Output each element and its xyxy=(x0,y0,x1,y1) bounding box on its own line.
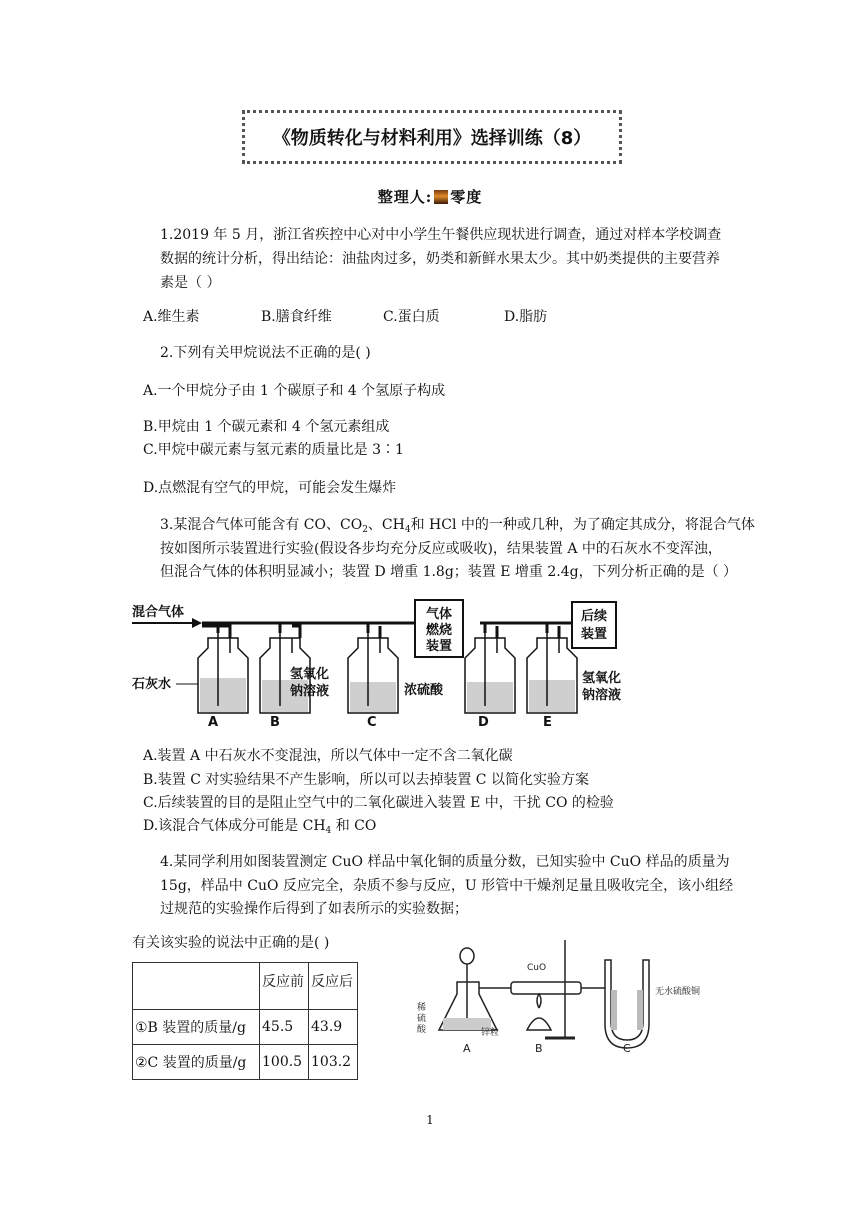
desiccant-fill-left xyxy=(611,990,617,1030)
q4-line-2: 15g，样品中 CuO 反应完全，杂质不参与反应，U 形管中干燥剂足量且吸收完全，该小组经 xyxy=(160,878,734,894)
q3-line-1 xyxy=(160,516,755,539)
naoh-label-1b: 钠溶液 xyxy=(290,684,330,699)
gas-inlet-label: 混合气体 xyxy=(132,605,185,620)
q2-option-c: C.甲烷中碳元素与氢元素的质量比是 3∶1 xyxy=(143,442,404,458)
follow-label-1: 后续 xyxy=(580,609,608,624)
bottle-e xyxy=(527,633,577,713)
acid-label-3: 酸 xyxy=(417,1025,427,1035)
q4-stem: 有关该实验的说法中正确的是( ) xyxy=(132,935,330,951)
q1-line-2: 数据的统计分析，得出结论：油盐肉过多，奶类和新鲜水果太少。其中奶类提供的主要营养 xyxy=(160,251,720,267)
flame-icon xyxy=(537,994,541,1008)
q3-line-1-part-c: 和 HCl 中的一种或几种，为了确定其成分，将混合气体 xyxy=(410,517,755,533)
q3-option-c: C.后续装置的目的是阻止空气中的二氧化碳进入装置 E 中，干扰 CO 的检验 xyxy=(143,795,614,811)
fig2-label-b: B xyxy=(535,1042,543,1055)
table-cell: 45.5 xyxy=(260,1010,309,1045)
q1-option-d: D.脂肪 xyxy=(504,309,548,325)
q2-option-d: D.点燃混有空气的甲烷，可能会发生爆炸 xyxy=(143,480,397,496)
q3-line-1-part-a: 3.某混合气体可能含有 CO、CO xyxy=(160,517,363,533)
table-row xyxy=(133,1045,358,1080)
q3-line-1-part-b: 、CH xyxy=(367,517,405,533)
table-header-empty xyxy=(133,963,260,1010)
q1-line-1: 1.2019 年 5 月，浙江省疾控中心对中小学生午餐供应现状进行调查，通过对样本学校调查 xyxy=(160,227,722,243)
table-cell: ②C 装置的质量/g xyxy=(133,1045,260,1080)
bottle-d xyxy=(465,633,515,713)
q1-options xyxy=(143,308,547,326)
table-cell: 100.5 xyxy=(260,1045,309,1080)
alcohol-lamp xyxy=(527,1018,551,1030)
cuo-reduction-apparatus xyxy=(415,930,735,1055)
q3-option-d-part-a: D.该混合气体成分可能是 CH xyxy=(143,818,326,834)
page-title: 《物质转化与材料利用》选择训练（8） xyxy=(272,128,592,149)
organizer-line xyxy=(0,186,860,207)
naoh-label-2a: 氢氧化 xyxy=(582,671,622,686)
naoh-label-2b: 钠溶液 xyxy=(582,688,622,703)
connecting-pipes xyxy=(202,623,572,638)
label-d: D xyxy=(478,715,489,728)
zinc-label: 锌粒 xyxy=(481,1028,500,1038)
label-b: B xyxy=(270,715,280,728)
naoh-label-1a: 氢氧化 xyxy=(290,667,330,682)
title-box xyxy=(242,110,622,164)
experiment-data-table xyxy=(132,962,358,1080)
q1-option-b: B.膳食纤维 xyxy=(261,309,332,325)
desiccant-fill-right xyxy=(637,990,643,1030)
table-header-before: 反应前 xyxy=(260,963,309,1010)
label-e: E xyxy=(543,715,552,728)
acid-label-1: 稀 xyxy=(417,1003,427,1013)
q3-option-b: B.装置 C 对实验结果不产生影响，所以可以去掉装置 C 以简化实验方案 xyxy=(143,772,589,788)
page-number: 1 xyxy=(426,1113,434,1127)
table-row xyxy=(133,1010,358,1045)
q2-option-a: A.一个甲烷分子由 1 个碳原子和 4 个氢原子构成 xyxy=(143,383,446,399)
acid-label-2: 硫 xyxy=(417,1014,427,1024)
organizer-name: 零度 xyxy=(450,188,483,206)
q2-option-b: B.甲烷由 1 个碳元素和 4 个氢元素组成 xyxy=(143,419,390,435)
reaction-tube xyxy=(511,982,581,994)
ch4-subscript-d: 4 xyxy=(325,826,332,836)
inlet-arrow-icon xyxy=(192,618,202,628)
q3-line-2: 按如图所示装置进行实验(假设各步均充分反应或吸收)，结果装置 A 中的石灰水不变浑浊， xyxy=(160,541,722,557)
fig2-label-a: A xyxy=(463,1042,471,1055)
follow-label-2: 装置 xyxy=(580,627,608,642)
limewater-label: 石灰水 xyxy=(132,677,172,692)
co2-subscript: 2 xyxy=(362,525,368,535)
q1-option-a: A.维生素 xyxy=(143,309,200,325)
cuo-label: CuO xyxy=(527,963,547,973)
acid-label: 浓硫酸 xyxy=(404,683,444,698)
table-cell: 103.2 xyxy=(309,1045,358,1080)
q1-option-c: C.蛋白质 xyxy=(383,309,440,325)
gas-apparatus-diagram xyxy=(130,598,635,728)
bottle-a xyxy=(198,633,248,713)
burner-label-1: 气体 xyxy=(425,607,453,622)
burner-label-2: 燃烧 xyxy=(425,623,453,638)
organizer-label: 整理人: xyxy=(377,188,433,206)
table-header-row xyxy=(133,963,358,1010)
q2-stem: 2.下列有关甲烷说法不正确的是( ) xyxy=(160,345,371,361)
table-header-after: 反应后 xyxy=(309,963,358,1010)
ch4-subscript: 4 xyxy=(404,525,411,535)
q3-option-d-part-b: 和 CO xyxy=(331,818,377,834)
q4-line-3: 过规范的实验操作后得到了如表所示的实验数据； xyxy=(160,901,468,917)
table-cell: 43.9 xyxy=(309,1010,358,1045)
label-a: A xyxy=(208,715,219,728)
table-cell: ①B 装置的质量/g xyxy=(133,1010,260,1045)
bottle-c xyxy=(348,633,398,713)
funnel-bulb xyxy=(460,948,474,964)
burner-label-3: 装置 xyxy=(425,639,453,654)
q3-option-d xyxy=(143,817,376,840)
q1-line-3: 素是（ ） xyxy=(160,275,221,291)
q4-line-1: 4.某同学利用如图装置测定 CuO 样品中氧化铜的质量分数，已知实验中 CuO 样品的质量为 xyxy=(160,854,730,870)
q3-option-a: A.装置 A 中石灰水不变混浊，所以气体中一定不含二氧化碳 xyxy=(143,748,513,764)
label-c: C xyxy=(367,715,377,728)
sunset-avatar-icon xyxy=(434,190,448,204)
desiccant-label: 无水硫酸铜 xyxy=(655,987,701,997)
fig2-label-c: C xyxy=(623,1042,631,1055)
q3-line-3: 但混合气体的体积明显减小；装置 D 增重 1.8g；装置 E 增重 2.4g，下列分析正确的是（ ） xyxy=(160,564,738,580)
